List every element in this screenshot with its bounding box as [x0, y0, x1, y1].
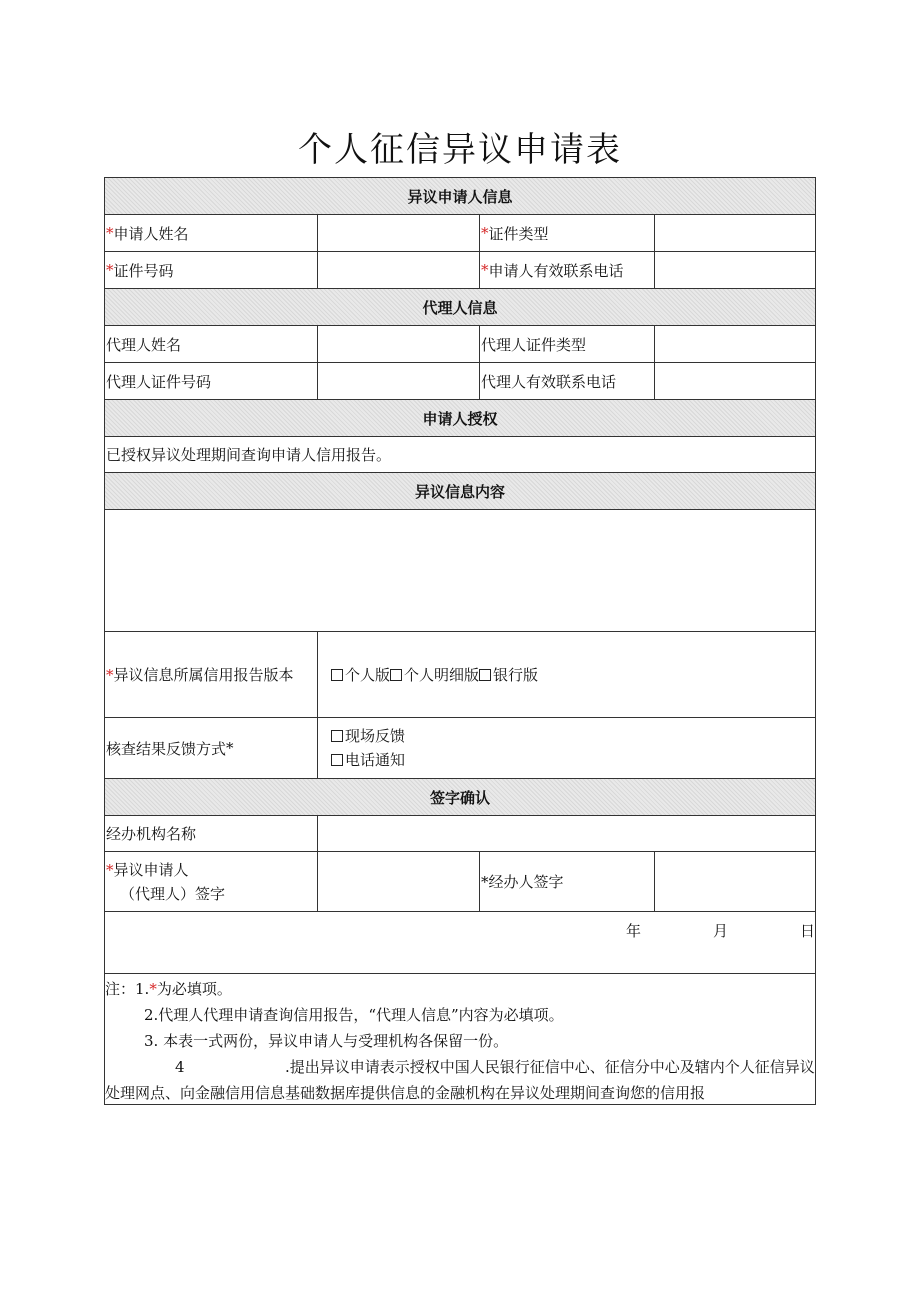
- id-type-label: * 证件类型: [479, 215, 654, 251]
- checkbox-icon[interactable]: [331, 754, 343, 766]
- section-header-agent: 代理人信息: [105, 289, 815, 326]
- checkbox-icon[interactable]: [390, 669, 402, 681]
- dispute-content-field[interactable]: [105, 510, 815, 632]
- required-mark: *: [106, 665, 114, 684]
- option-onsite[interactable]: 现场反馈: [331, 724, 405, 748]
- agent-id-number-label: 代理人证件号码: [106, 372, 212, 391]
- org-name-field[interactable]: [317, 816, 815, 851]
- required-mark: *: [226, 739, 234, 757]
- required-mark: *: [481, 872, 489, 891]
- checkbox-icon[interactable]: [479, 669, 491, 681]
- report-version-row: [105, 632, 815, 718]
- section-header-signature: 签字确认: [105, 779, 815, 816]
- agent-phone-field[interactable]: [654, 363, 815, 399]
- applicant-sign-label: *异议申请人 （代理人）签字: [106, 860, 226, 903]
- date-row: [105, 912, 815, 974]
- agent-id-type-label: 代理人证件类型: [479, 326, 654, 362]
- option-personal[interactable]: 个人版: [331, 664, 390, 685]
- report-version-label: *异议信息所属信用报告版本: [106, 665, 294, 684]
- option-phone[interactable]: 电话通知: [331, 748, 405, 772]
- agent-id-number-field[interactable]: [317, 363, 479, 399]
- note-3: 3. 本表一式两份，异议申请人与受理机构各保留一份。: [144, 1032, 509, 1050]
- note-1: 注：1.*为必填项。: [105, 980, 232, 998]
- required-mark: *: [481, 224, 489, 242]
- applicant-phone-field[interactable]: [654, 252, 815, 288]
- section-header-applicant: 异议申请人信息: [105, 178, 815, 215]
- note-4-continued: 处理网点、向金融信用信息基础数据库提供信息的金融机构在异议处理期间查询您的信用报: [105, 1084, 706, 1102]
- agent-id-type-field[interactable]: [654, 326, 815, 362]
- report-version-options: [317, 632, 815, 717]
- applicant-phone-label: * 申请人有效联系电话: [479, 252, 654, 288]
- agent-name-field[interactable]: [317, 326, 479, 362]
- date-month: 月: [713, 922, 729, 940]
- option-bank[interactable]: 银行版: [479, 664, 538, 685]
- feedback-label: 核查结果反馈方式 *: [106, 739, 234, 758]
- agent-name-label: 代理人姓名: [106, 335, 182, 354]
- required-mark: *: [106, 860, 114, 879]
- option-personal-detail[interactable]: 个人明细版: [390, 664, 479, 685]
- date-day: 日: [800, 922, 816, 940]
- checkbox-icon[interactable]: [331, 730, 343, 742]
- note-2: 2.代理人代理申请查询信用报告，“代理人信息”内容为必填项。: [144, 1006, 564, 1024]
- note-4: 4 .提出异议申请表示授权中国人民银行征信中心、征信分中心及辖内个人征信异议: [175, 1058, 815, 1076]
- agent-phone-label: 代理人有效联系电话: [479, 363, 654, 399]
- id-number-label: * 证件号码: [106, 261, 174, 280]
- feedback-options: [317, 718, 815, 778]
- applicant-name-field[interactable]: [317, 215, 479, 251]
- checkbox-icon[interactable]: [331, 669, 343, 681]
- id-number-field[interactable]: [317, 252, 479, 288]
- authorization-row: [105, 437, 815, 473]
- authorization-text: 已授权异议处理期间查询申请人信用报告。: [106, 446, 392, 464]
- applicant-id-row: [105, 252, 815, 289]
- handler-sign-field[interactable]: [654, 852, 815, 911]
- applicant-name-label: * 申请人姓名: [106, 224, 189, 243]
- required-mark: *: [106, 224, 114, 242]
- required-mark: *: [106, 261, 114, 279]
- agent-name-row: [105, 326, 815, 363]
- application-form: [104, 177, 816, 1105]
- applicant-name-row: [105, 215, 815, 252]
- feedback-row: [105, 718, 815, 779]
- date-year: 年: [626, 922, 642, 940]
- agent-id-row: [105, 363, 815, 400]
- handler-sign-label: * 经办人签字: [479, 852, 654, 911]
- form-title: 个人征信异议申请表: [298, 130, 622, 170]
- notes: [105, 974, 815, 1106]
- org-row: [105, 816, 815, 852]
- id-type-field[interactable]: [654, 215, 815, 251]
- section-header-dispute-content: 异议信息内容: [105, 473, 815, 510]
- required-mark: *: [481, 261, 489, 279]
- applicant-sign-field[interactable]: [317, 852, 479, 911]
- section-header-authorization: 申请人授权: [105, 400, 815, 437]
- sign-row: [105, 852, 815, 912]
- org-name-label: 经办机构名称: [106, 825, 197, 843]
